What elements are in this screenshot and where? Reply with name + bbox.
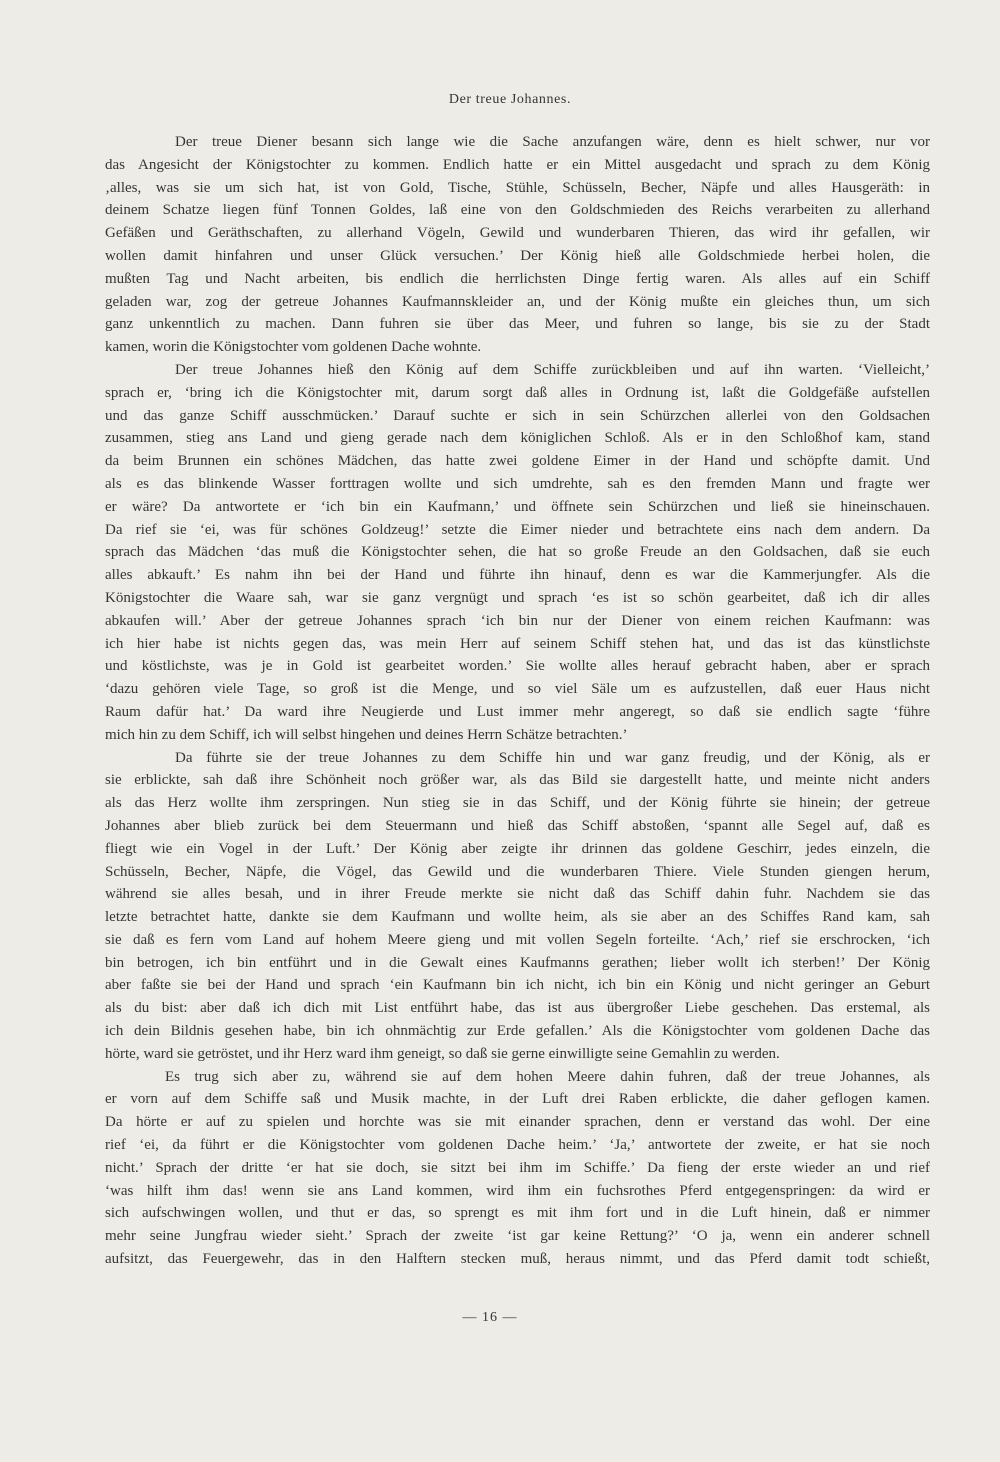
paragraph	[105, 359, 930, 747]
running-title: Der treue Johannes.	[448, 92, 572, 107]
text-line: Da rief sie ‘ei, was für schönes Goldzeug!’ setzte die Eimer nieder und betrachtete eins nach dem andern. Da	[105, 521, 930, 538]
text-line: kamen, worin die Königstochter vom goldenen Dache wohnte.	[105, 339, 482, 356]
text-line: aufsitzt, das Feuergewehr, das in den Halftern stecken muß, heraus nimmt, und das Pferd damit todt schießt,	[105, 1251, 930, 1268]
text-line: Raum dafür hat.’ Da ward ihre Neugierde und Lust immer mehr angeregt, so daß sie endlich sagte ‘führe	[105, 703, 930, 720]
text-line: zusammen, stieg ans Land und gieng gerade nach dem königlichen Schloß. Als er in den Schloßhof kam, stand	[105, 430, 930, 447]
text-line: abkaufen will.’ Aber der getreue Johannes sprach ‘ich bin nur der Diener von einem reichen Kaufmann: was	[105, 612, 930, 629]
text-line: wollen damit hinfahren und unser Glück versuchen.’ Der König hieß alle Goldschmiede herbei holen, die	[105, 247, 930, 264]
text-line: er vorn auf dem Schiffe saß und Musik machte, in der Luft drei Raben erblickte, die daher geflogen kamen.	[105, 1091, 930, 1108]
text-line: aber faßte sie bei der Hand und sprach ‘ein Kaufmann bin ich nicht, ich bin ein König und nicht geringer an Geburt	[105, 977, 930, 994]
text-line: als das Herz wollte ihm zerspringen. Nun stieg sie in das Schiff, und der König führte sie hinein; der getreue	[105, 795, 930, 812]
text-line: rief ‘ei, da führt er die Königstochter vom goldenen Dache heim.’ ‘Ja,’ antwortete der zweite, er hat sie noch	[105, 1137, 930, 1154]
text-line: mehr seine Jungfrau wieder sieht.’ Sprach der zweite ‘ist gar keine Rettung?’ ‘O ja, wenn ein anderer schnell	[105, 1228, 930, 1245]
paragraph	[105, 131, 930, 359]
text-line: sich aufschwingen wollen, und thut er das, so sprengt es mit ihm fort und in die Luft hinein, daß er nimmer	[105, 1205, 930, 1222]
text-line: mich hin zu dem Schiff, ich will selbst hingehen und deines Herrn Schätze betrachten.’	[105, 726, 628, 743]
text-line: ‘was hilft ihm das! wenn sie ans Land kommen, wird ihm ein fuchsrothes Pferd entgegenspringen: da wird er	[105, 1182, 930, 1199]
text-line: hörte, ward sie getröstet, und ihr Herz ward ihm geneigt, so daß sie gerne einwilligte seine Gemahlin zu werden.	[105, 1045, 780, 1062]
text-line: fliegt wie ein Vogel in der Luft.’ Der König aber zeigte ihr drinnen das goldene Geschirr, jedes einzeln, die	[105, 840, 930, 857]
text-line: Johannes aber blieb zurück bei dem Steuermann und hieß das Schiff abstoßen, ‘spannt alle Segel auf, daß es	[105, 817, 930, 834]
text-line: da beim Brunnen ein schönes Mädchen, das hatte zwei goldene Eimer in der Hand und schöpfte damit. Und	[105, 453, 930, 470]
text-line: und köstlichste, was je in Gold ist gearbeitet worden.’ Sie wollte alles herauf gebracht haben, aber er sprach	[105, 658, 930, 675]
text-line: letzte betrachtet hatte, dankte sie dem Kaufmann und wollte heim, als sie aber an des Schiffes Rand kam, sah	[105, 909, 930, 926]
paragraph	[105, 1066, 930, 1271]
text-line: Königstochter die Waare sah, war sie ganz vergnügt und sprach ‘es ist so schön gearbeitet, daß ich dir alles	[105, 589, 930, 606]
text-line: Der treue Diener besann sich lange wie die Sache anzufangen wäre, denn es hielt schwer, nur vor	[175, 134, 930, 150]
text-line: ‘dazu gehören viele Tage, so groß ist die Menge, und so viel Säle um es aufzustellen, daß euer Haus nicht	[105, 681, 930, 698]
text-line: sie daß es fern vom Land auf hohem Meere gieng und mit vollen Segeln forteilte. ‘Ach,’ rief sie erschrocken, ‘ich	[105, 931, 930, 948]
text-line: nicht.’ Sprach der dritte ‘er hat sie doch, sie sitzt bei ihm im Schiffe.’ Da fieng der erste wieder an und rief	[105, 1159, 930, 1176]
text-line: Es trug sich aber zu, während sie auf dem hohen Meere dahin fuhren, daß der treue Johannes, als	[165, 1068, 930, 1085]
paragraph	[105, 747, 930, 1066]
text-line: während sie alles besah, und in ihrer Freude merkte sie nicht daß das Schiff dahin fuhr. Nachdem sie das	[105, 886, 930, 903]
text-line: das Angesicht der Königstochter zu kommen. Endlich hatte er ein Mittel ausgedacht und sprach zu dem König	[105, 156, 930, 173]
text-line: er wäre? Da antwortete er ‘ich bin ein Kaufmann,’ und öffnete sein Schürzchen und ließ sie hineinschauen.	[105, 498, 930, 515]
text-line: geladen war, zog der getreue Johannes Kaufmannskleider an, und der König mußte ein gleiches thun, um sich	[105, 293, 930, 310]
text-line: ‚alles, was sie um sich hat, ist von Gold, Tische, Stühle, Schüsseln, Becher, Näpfe und alles Hausgeräth: in	[105, 179, 930, 196]
text-line: als du bist: aber daß ich dich mit List entführt habe, das ist aus übergroßer Liebe geschehen. Das erstemal, als	[105, 1000, 930, 1017]
text-line: ich dein Bildnis gesehen habe, bin ich ohnmächtig zur Erde gefallen.’ Als die Königstochter vom goldenen Dache das	[105, 1023, 930, 1040]
text-line: sie erblickte, sah daß ihre Schönheit noch größer war, als das Bild sie dargestellt hatte, und meinte nicht anders	[105, 772, 930, 789]
text-line: Gefäßen und Geräthschaften, zu allerhand Vögeln, Gewild und wunderbaren Thieren, das wird ihr gefallen, wir	[105, 225, 930, 242]
text-line: alles abkauft.’ Es nahm ihn bei der Hand und führte ihn hinauf, denn es war die Kammerjungfer. Als die	[105, 567, 930, 584]
text-line: und das ganze Schiff ausschmücken.’ Darauf suchte er sich in sein Schürzchen allerlei von den Goldsachen	[105, 407, 930, 424]
body-text	[105, 131, 930, 1271]
text-line: Schüsseln, Becher, Näpfe, die Vögel, das Gewild und die wunderbaren Thiere. Viele Stunden giengen herum,	[105, 863, 930, 880]
text-line: Der treue Johannes hieß den König auf dem Schiffe zurückbleiben und auf ihn warten. ‘Vielleicht,’	[175, 361, 930, 378]
text-line: Da hörte er auf zu spielen und horchte was sie mit einander sprachen, denn er verstand das wohl. Der eine	[105, 1114, 930, 1131]
text-line: ganz unkenntlich zu machen. Dann fuhren sie über das Meer, und fuhren so lange, bis sie zu der Stadt	[105, 316, 930, 333]
page-number: — 16 —	[462, 1310, 518, 1325]
text-line: bin betrogen, ich bin entführt und in die Gewalt eines Kaufmanns gerathen; lieber wollt ich sterben!’ Der König	[105, 954, 930, 971]
text-line: sprach er, ‘bring ich die Königstochter mit, darum sorgt daß alles in Ordnung ist, laßt die Goldgefäße aufstellen	[105, 384, 930, 401]
text-line: als es das blinkende Wasser forttragen wollte und sich umdrehte, sah es den fremden Mann und fragte wer	[105, 475, 930, 492]
text-line: mußten Tag und Nacht arbeiten, bis endlich die herrlichsten Dinge fertig waren. Als alles auf ein Schiff	[105, 270, 930, 287]
text-line: ich hier habe ist nichts gegen das, was mein Herr auf seinem Schiff stehen hat, und das ist das künstlichste	[105, 635, 930, 652]
text-line: deinem Schatze liegen fünf Tonnen Goldes, laß eine von den Goldschmieden des Reichs verarbeiten zu allerhand	[105, 202, 930, 219]
text-line: sprach das Mädchen ‘das muß die Königstochter sehen, die hat so große Freude an den Goldsachen, daß sie euch	[105, 544, 930, 561]
text-line: Da führte sie der treue Johannes zu dem Schiffe hin und war ganz freudig, und der König, als er	[175, 749, 930, 766]
